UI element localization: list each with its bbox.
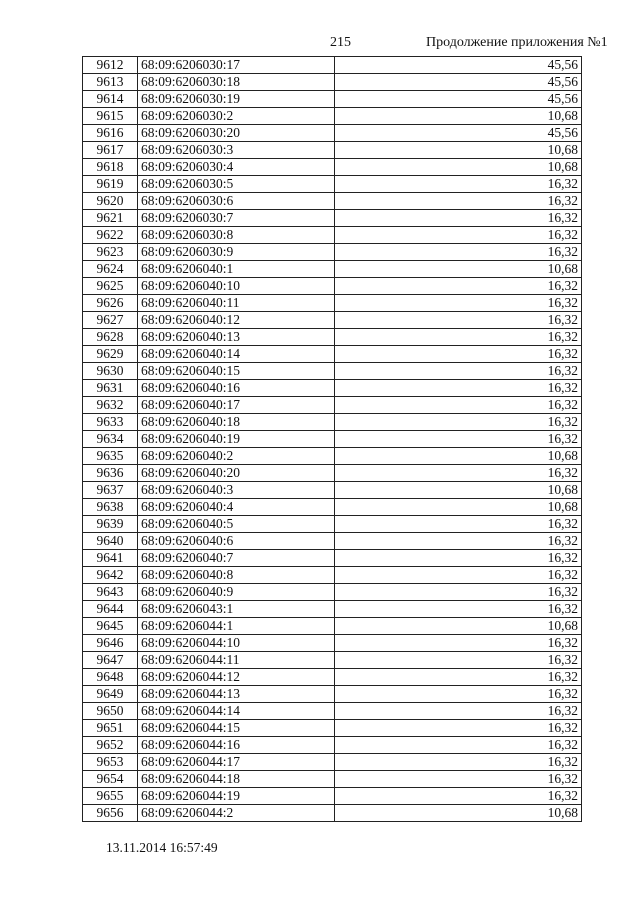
value-cell: 16,32 — [335, 584, 582, 601]
table-row — [83, 431, 582, 448]
row-number-cell: 9643 — [83, 584, 138, 601]
value-cell: 16,32 — [335, 788, 582, 805]
cadastral-number-cell: 68:09:6206030:5 — [138, 176, 335, 193]
table-row — [83, 584, 582, 601]
cadastral-number-cell: 68:09:6206040:1 — [138, 261, 335, 278]
cadastral-number-cell: 68:09:6206044:12 — [138, 669, 335, 686]
value-cell: 16,32 — [335, 669, 582, 686]
cadastral-number-cell: 68:09:6206040:17 — [138, 397, 335, 414]
table-row — [83, 397, 582, 414]
cadastral-number-cell: 68:09:6206030:18 — [138, 74, 335, 91]
row-number-cell: 9621 — [83, 210, 138, 227]
cadastral-number-cell: 68:09:6206040:6 — [138, 533, 335, 550]
table-row — [83, 652, 582, 669]
row-number-cell: 9655 — [83, 788, 138, 805]
cadastral-number-cell: 68:09:6206040:14 — [138, 346, 335, 363]
cadastral-number-cell: 68:09:6206044:18 — [138, 771, 335, 788]
row-number-cell: 9623 — [83, 244, 138, 261]
row-number-cell: 9617 — [83, 142, 138, 159]
cadastral-number-cell: 68:09:6206030:19 — [138, 91, 335, 108]
cadastral-number-cell: 68:09:6206040:12 — [138, 312, 335, 329]
cadastral-number-cell: 68:09:6206030:2 — [138, 108, 335, 125]
value-cell: 16,32 — [335, 635, 582, 652]
table-row — [83, 142, 582, 159]
table-row — [83, 295, 582, 312]
row-number-cell: 9645 — [83, 618, 138, 635]
page-caption: Продолжение приложения №1 — [426, 35, 608, 50]
cadastral-number-cell: 68:09:6206044:19 — [138, 788, 335, 805]
table-row — [83, 74, 582, 91]
row-number-cell: 9635 — [83, 448, 138, 465]
table-row — [83, 363, 582, 380]
cadastral-number-cell: 68:09:6206030:9 — [138, 244, 335, 261]
row-number-cell: 9653 — [83, 754, 138, 771]
value-cell: 16,32 — [335, 703, 582, 720]
value-cell: 16,32 — [335, 465, 582, 482]
table-row — [83, 210, 582, 227]
row-number-cell: 9656 — [83, 805, 138, 822]
value-cell: 16,32 — [335, 244, 582, 261]
table-row — [83, 669, 582, 686]
cadastral-number-cell: 68:09:6206040:8 — [138, 567, 335, 584]
print-timestamp: 13.11.2014 16:57:49 — [106, 840, 218, 855]
row-number-cell: 9642 — [83, 567, 138, 584]
table-row — [83, 703, 582, 720]
row-number-cell: 9637 — [83, 482, 138, 499]
cadastral-number-cell: 68:09:6206044:11 — [138, 652, 335, 669]
row-number-cell: 9616 — [83, 125, 138, 142]
cadastral-number-cell: 68:09:6206040:9 — [138, 584, 335, 601]
table-row — [83, 57, 582, 74]
cadastral-number-cell: 68:09:6206040:18 — [138, 414, 335, 431]
value-cell: 16,32 — [335, 533, 582, 550]
value-cell: 10,68 — [335, 499, 582, 516]
value-cell: 16,32 — [335, 227, 582, 244]
table-row — [83, 193, 582, 210]
row-number-cell: 9646 — [83, 635, 138, 652]
value-cell: 45,56 — [335, 57, 582, 74]
row-number-cell: 9618 — [83, 159, 138, 176]
cadastral-number-cell: 68:09:6206040:11 — [138, 295, 335, 312]
table-row — [83, 635, 582, 652]
table-row — [83, 499, 582, 516]
row-number-cell: 9626 — [83, 295, 138, 312]
value-cell: 10,68 — [335, 482, 582, 499]
row-number-cell: 9628 — [83, 329, 138, 346]
cadastral-number-cell: 68:09:6206044:17 — [138, 754, 335, 771]
cadastral-number-cell: 68:09:6206040:16 — [138, 380, 335, 397]
table-row — [83, 737, 582, 754]
value-cell: 10,68 — [335, 159, 582, 176]
row-number-cell: 9639 — [83, 516, 138, 533]
table-body — [83, 57, 582, 822]
value-cell: 16,32 — [335, 567, 582, 584]
table-row — [83, 618, 582, 635]
cadastral-number-cell: 68:09:6206044:14 — [138, 703, 335, 720]
row-number-cell: 9649 — [83, 686, 138, 703]
table-row — [83, 533, 582, 550]
value-cell: 16,32 — [335, 686, 582, 703]
table-row — [83, 550, 582, 567]
page-number: 215 — [330, 35, 351, 50]
value-cell: 10,68 — [335, 261, 582, 278]
value-cell: 16,32 — [335, 397, 582, 414]
row-number-cell: 9619 — [83, 176, 138, 193]
table-row — [83, 227, 582, 244]
cadastral-number-cell: 68:09:6206040:15 — [138, 363, 335, 380]
cadastral-number-cell: 68:09:6206040:3 — [138, 482, 335, 499]
cadastral-number-cell: 68:09:6206040:20 — [138, 465, 335, 482]
row-number-cell: 9629 — [83, 346, 138, 363]
cadastral-number-cell: 68:09:6206040:10 — [138, 278, 335, 295]
table-row — [83, 788, 582, 805]
value-cell: 10,68 — [335, 108, 582, 125]
cadastral-number-cell: 68:09:6206030:4 — [138, 159, 335, 176]
cadastral-number-cell: 68:09:6206040:4 — [138, 499, 335, 516]
cadastral-number-cell: 68:09:6206040:7 — [138, 550, 335, 567]
value-cell: 16,32 — [335, 414, 582, 431]
cadastral-number-cell: 68:09:6206044:15 — [138, 720, 335, 737]
row-number-cell: 9630 — [83, 363, 138, 380]
row-number-cell: 9632 — [83, 397, 138, 414]
table-row — [83, 754, 582, 771]
value-cell: 16,32 — [335, 550, 582, 567]
cadastral-number-cell: 68:09:6206044:1 — [138, 618, 335, 635]
cadastral-number-cell: 68:09:6206040:2 — [138, 448, 335, 465]
table-row — [83, 346, 582, 363]
table-row — [83, 278, 582, 295]
row-number-cell: 9652 — [83, 737, 138, 754]
table-row — [83, 380, 582, 397]
row-number-cell: 9654 — [83, 771, 138, 788]
table-row — [83, 176, 582, 193]
value-cell: 10,68 — [335, 142, 582, 159]
value-cell: 16,32 — [335, 329, 582, 346]
row-number-cell: 9644 — [83, 601, 138, 618]
table-row — [83, 261, 582, 278]
row-number-cell: 9614 — [83, 91, 138, 108]
data-table — [82, 56, 582, 822]
value-cell: 16,32 — [335, 210, 582, 227]
cadastral-number-cell: 68:09:6206030:6 — [138, 193, 335, 210]
value-cell: 10,68 — [335, 618, 582, 635]
row-number-cell: 9647 — [83, 652, 138, 669]
value-cell: 16,32 — [335, 176, 582, 193]
cadastral-number-cell: 68:09:6206030:8 — [138, 227, 335, 244]
value-cell: 16,32 — [335, 312, 582, 329]
row-number-cell: 9650 — [83, 703, 138, 720]
value-cell: 16,32 — [335, 652, 582, 669]
row-number-cell: 9612 — [83, 57, 138, 74]
value-cell: 16,32 — [335, 771, 582, 788]
value-cell: 16,32 — [335, 363, 582, 380]
value-cell: 16,32 — [335, 380, 582, 397]
table-row — [83, 91, 582, 108]
table-row — [83, 159, 582, 176]
value-cell: 16,32 — [335, 601, 582, 618]
value-cell: 16,32 — [335, 193, 582, 210]
table-row — [83, 601, 582, 618]
table-row — [83, 805, 582, 822]
value-cell: 45,56 — [335, 74, 582, 91]
value-cell: 16,32 — [335, 346, 582, 363]
value-cell: 16,32 — [335, 754, 582, 771]
table-row — [83, 125, 582, 142]
table-row — [83, 108, 582, 125]
table-row — [83, 448, 582, 465]
value-cell: 16,32 — [335, 278, 582, 295]
table-row — [83, 686, 582, 703]
table-row — [83, 482, 582, 499]
row-number-cell: 9631 — [83, 380, 138, 397]
cadastral-number-cell: 68:09:6206044:13 — [138, 686, 335, 703]
row-number-cell: 9634 — [83, 431, 138, 448]
cadastral-number-cell: 68:09:6206030:20 — [138, 125, 335, 142]
row-number-cell: 9641 — [83, 550, 138, 567]
cadastral-number-cell: 68:09:6206040:19 — [138, 431, 335, 448]
cadastral-number-cell: 68:09:6206040:5 — [138, 516, 335, 533]
cadastral-number-cell: 68:09:6206044:2 — [138, 805, 335, 822]
row-number-cell: 9636 — [83, 465, 138, 482]
table-row — [83, 244, 582, 261]
table-row — [83, 720, 582, 737]
value-cell: 16,32 — [335, 516, 582, 533]
value-cell: 45,56 — [335, 125, 582, 142]
row-number-cell: 9633 — [83, 414, 138, 431]
value-cell: 10,68 — [335, 448, 582, 465]
table-row — [83, 329, 582, 346]
cadastral-number-cell: 68:09:6206030:17 — [138, 57, 335, 74]
value-cell: 16,32 — [335, 720, 582, 737]
value-cell: 10,68 — [335, 805, 582, 822]
value-cell: 45,56 — [335, 91, 582, 108]
value-cell: 16,32 — [335, 737, 582, 754]
cadastral-number-cell: 68:09:6206044:10 — [138, 635, 335, 652]
row-number-cell: 9651 — [83, 720, 138, 737]
row-number-cell: 9625 — [83, 278, 138, 295]
table-row — [83, 516, 582, 533]
table-row — [83, 312, 582, 329]
data-table-container — [82, 56, 582, 822]
row-number-cell: 9638 — [83, 499, 138, 516]
cadastral-number-cell: 68:09:6206044:16 — [138, 737, 335, 754]
row-number-cell: 9640 — [83, 533, 138, 550]
cadastral-number-cell: 68:09:6206030:3 — [138, 142, 335, 159]
value-cell: 16,32 — [335, 295, 582, 312]
row-number-cell: 9622 — [83, 227, 138, 244]
table-row — [83, 465, 582, 482]
cadastral-number-cell: 68:09:6206030:7 — [138, 210, 335, 227]
row-number-cell: 9620 — [83, 193, 138, 210]
table-row — [83, 771, 582, 788]
row-number-cell: 9627 — [83, 312, 138, 329]
row-number-cell: 9613 — [83, 74, 138, 91]
row-number-cell: 9624 — [83, 261, 138, 278]
value-cell: 16,32 — [335, 431, 582, 448]
table-row — [83, 567, 582, 584]
table-row — [83, 414, 582, 431]
row-number-cell: 9648 — [83, 669, 138, 686]
cadastral-number-cell: 68:09:6206043:1 — [138, 601, 335, 618]
row-number-cell: 9615 — [83, 108, 138, 125]
cadastral-number-cell: 68:09:6206040:13 — [138, 329, 335, 346]
